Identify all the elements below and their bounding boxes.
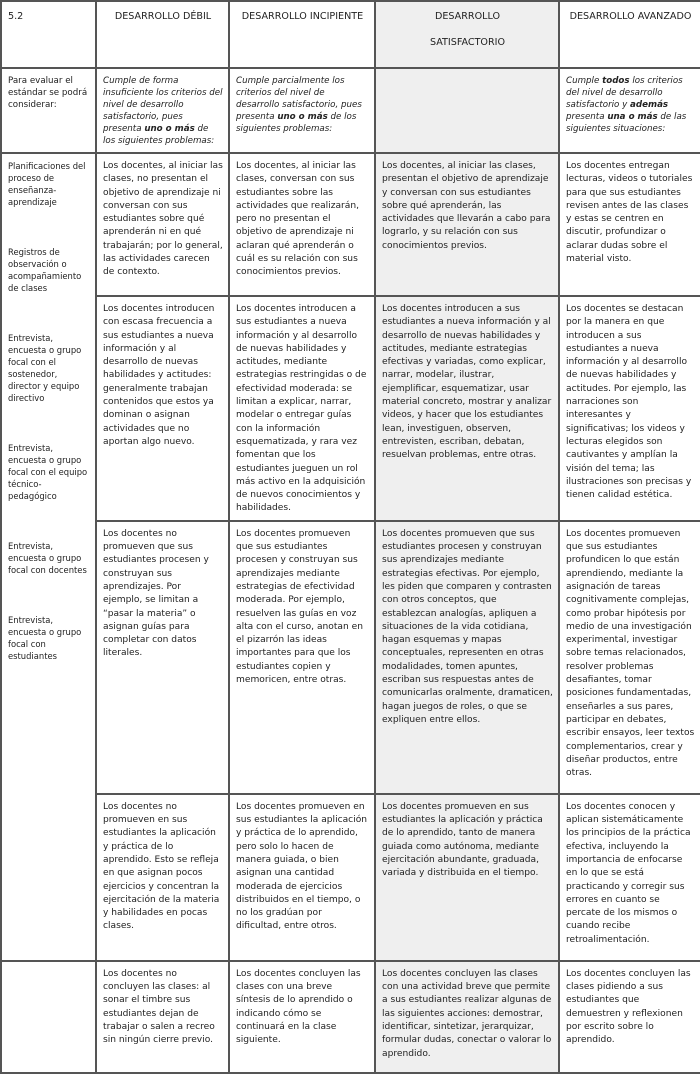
cell-avanzado: Los docentes se destacan por la manera en que introducen a sus estudiantes a nueva información y al desarrollo de nuevas habilidades y actitudes. Por ejemplo, las narraciones son interesantes y significativas; los videos y lecturas elegidos son cautivantes y amplían la visión del tema; las ilustraciones son precisas y tienen calidad estética. xyxy=(559,296,700,521)
text: Cumple xyxy=(566,76,603,86)
cell-incipiente: Los docentes introducen a sus estudiantes a nueva información y al desarrollo de nuevas habilidades y actitudes, mediante estrategias restringidas o de efectividad moderada: se limitan a explicar, narrar, modelar o entregar guías con la información esquematizada, y rara vez fomentan que los estudiantes jueguen un rol más activo en la adquisición de nuevos conocimientos y habilidades. xyxy=(229,296,375,521)
text: de los siguientes problemas: xyxy=(236,112,357,134)
level-satisfactorio xyxy=(375,1,559,68)
cell-incipiente: Los docentes promueven en sus estudiantes la aplicación y práctica de lo aprendido, pero solo lo hacen de manera guiada, o bien asignan una cantidad moderada de ejercicios distribuidos en el tiempo, o no los gradúan por dificultad, entre otros. xyxy=(229,794,375,961)
cell-satisfactorio: Los docentes, al iniciar las clases, presentan el objetivo de aprendizaje y conversan con sus estudiantes sobre qué aprenderán, las actividades que llevarán a cabo para lograrlo, y su relación con sus conocimientos previos. xyxy=(375,153,559,296)
intro-incipiente xyxy=(229,68,375,153)
table-row xyxy=(1,794,700,961)
cell-avanzado: Los docentes concluyen las clases pidiendo a sus estudiantes que demuestren y reflexionen por escrito sobre lo aprendido. xyxy=(559,961,700,1073)
emphasis: todos xyxy=(602,76,630,86)
text: presenta xyxy=(566,112,608,122)
level-incipiente: DESARROLLO INCIPIENTE xyxy=(229,1,375,68)
cell-incipiente: Los docentes, al iniciar las clases, conversan con sus estudiantes sobre las actividades que realizarán, pero no presentan el objetivo de aprendizaje ni aclaran qué aprenderán o cuál es su relación con sus conocimientos previos. xyxy=(229,153,375,296)
evidence-sources xyxy=(1,153,96,961)
emphasis: uno o más xyxy=(144,124,195,134)
table-row xyxy=(1,296,700,521)
level-avanzado: DESARROLLO AVANZADO xyxy=(559,1,700,68)
text: de las siguientes situaciones: xyxy=(566,112,687,134)
text: de los siguientes problemas: xyxy=(103,124,215,146)
source-item: Registros de observación o acompañamiento de clases xyxy=(8,247,82,293)
level-satisfactorio-line1: DESARROLLO xyxy=(434,11,501,22)
cell-avanzado: Los docentes promueven que sus estudiantes profundicen lo que están aprendiendo, mediante la asignación de tareas cognitivamente complejas, como probar hipótesis por medio de una investigación experimental, investigar sobre temas relacionados, resolver problemas desafiantes, tomar posiciones fundamentadas, enseñarles a sus pares, participar en debates, escribir ensayos, leer textos complementarios, crear y diseñar productos, entre otras. xyxy=(559,521,700,794)
intro-row xyxy=(1,68,700,153)
cell-debil: Los docentes no promueven que sus estudiantes procesen y construyan sus aprendizajes. Por ejemplo, se limitan a “pasar la materia” o asignan guías para completar con datos literales. xyxy=(96,521,229,794)
intro-label: Para evaluar el estándar se podrá considerar: xyxy=(1,68,96,153)
source-item: Entrevista, encuesta o grupo focal con estudiantes xyxy=(8,615,82,661)
table-row xyxy=(1,961,700,1073)
table-row xyxy=(1,153,700,296)
cell-debil: Los docentes introducen con escasa frecuencia a sus estudiantes a nueva información y al desarrollo de nuevas habilidades y actitudes: generalmente trabajan contenidos que estos ya dominan o asignan actividades que no aportan algo nuevo. xyxy=(96,296,229,521)
table-row xyxy=(1,521,700,794)
cell-satisfactorio: Los docentes introducen a sus estudiantes a nueva información y al desarrollo de nuevas habilidades y actitudes, mediante estrategias efectivas y variadas, como explicar, narrar, modelar, ilustrar, ejemplificar, esquematizar, usar material concreto, mostrar y analizar videos, y hacer que los estudiantes lean, investiguen, observen, entrevisten, escriban, debatan, resuelvan problemas, entre otras. xyxy=(375,296,559,521)
cell-satisfactorio: Los docentes promueven que sus estudiantes procesen y construyan sus aprendizajes mediante estrategias efectivas. Por ejemplo, les piden que comparen y contrasten con otros conceptos, que establezcan analogías, apliquen a situaciones de la vida cotidiana, hagan esquemas y mapas conceptuales, representen en otras modalidades, tomen apuntes, escriban sus respuestas antes de comunicarlas oralmente, dramaticen, hagan juegos de roles, o que se expliquen entre ellos. xyxy=(375,521,559,794)
text: Cumple parcialmente los criterios del nivel de desarrollo satisfactorio, pues presenta xyxy=(236,76,362,122)
cell-incipiente: Los docentes promueven que sus estudiantes procesen y construyan sus aprendizajes mediante estrategias de efectividad moderada. Por ejemplo, resuelven las guías en voz alta con el curso, anotan en el pizarrón las ideas importantes para que los estudiantes copien y memoricen, entre otras. xyxy=(229,521,375,794)
cell-incipiente: Los docentes concluyen las clases con una breve síntesis de lo aprendido o indicando cómo se continuará en la clase siguiente. xyxy=(229,961,375,1073)
source-item: Entrevista, encuesta o grupo focal con el sostenedor, director y equipo directivo xyxy=(8,333,82,403)
level-debil: DESARROLLO DÉBIL xyxy=(96,1,229,68)
cell-debil: Los docentes, al iniciar las clases, no presentan el objetivo de aprendizaje ni conversan con sus estudiantes sobre qué aprenderán ni en qué trabajarán; por lo general, las actividades carecen de contexto. xyxy=(96,153,229,296)
standard-code: 5.2 xyxy=(1,1,96,68)
source-item: Entrevista, encuesta o grupo focal con docentes xyxy=(8,541,87,575)
cell-satisfactorio: Los docentes concluyen las clases con una actividad breve que permite a sus estudiantes realizar algunas de las siguientes acciones: demostrar, identificar, sintetizar, jerarquizar, formular dudas, conectar o valorar lo aprendido. xyxy=(375,961,559,1073)
intro-debil xyxy=(96,68,229,153)
text: Cumple de forma insuficiente los criterios del nivel de desarrollo satisfactorio, pues presenta xyxy=(103,76,223,134)
header-row xyxy=(1,1,700,68)
level-satisfactorio-line2: SATISFACTORIO xyxy=(429,37,506,48)
cell-debil: Los docentes no promueven en sus estudiantes la aplicación y práctica de lo aprendido. Esto se refleja en que asignan pocos ejercicios y concentran la ejercitación de la materia y habilidades en pocas clases. xyxy=(96,794,229,961)
evidence-sources-empty xyxy=(1,961,96,1073)
cell-debil: Los docentes no concluyen las clases: al sonar el timbre sus estudiantes dejan de trabajar o salen a recreo sin ningún cierre previo. xyxy=(96,961,229,1073)
intro-satisfactorio xyxy=(375,68,559,153)
intro-avanzado xyxy=(559,68,700,153)
source-item: Entrevista, encuesta o grupo focal con el equipo técnico-pedagógico xyxy=(8,443,88,501)
cell-avanzado: Los docentes entregan lecturas, videos o tutoriales para que sus estudiantes revisen antes de las clases y estas se centren en discutir, profundizar o aclarar dudas sobre el material visto. xyxy=(559,153,700,296)
cell-satisfactorio: Los docentes promueven en sus estudiantes la aplicación y práctica de lo aprendido, tanto de manera guiada como autónoma, mediante ejercitación abundante, graduada, variada y distribuida en el tiempo. xyxy=(375,794,559,961)
emphasis: uno o más xyxy=(277,112,328,122)
source-item: Planificaciones del proceso de enseñanza-aprendizaje xyxy=(8,161,86,207)
emphasis: además xyxy=(630,100,669,110)
text: los criterios del nivel de desarrollo satisfactorio y xyxy=(566,76,683,110)
emphasis: una o más xyxy=(607,112,658,122)
cell-avanzado: Los docentes conocen y aplican sistemáticamente los principios de la práctica efectiva, incluyendo la importancia de enfocarse en lo que se está practicando y corregir sus errores en cuanto se percate de los mismos o cuando recibe retroalimentación. xyxy=(559,794,700,961)
